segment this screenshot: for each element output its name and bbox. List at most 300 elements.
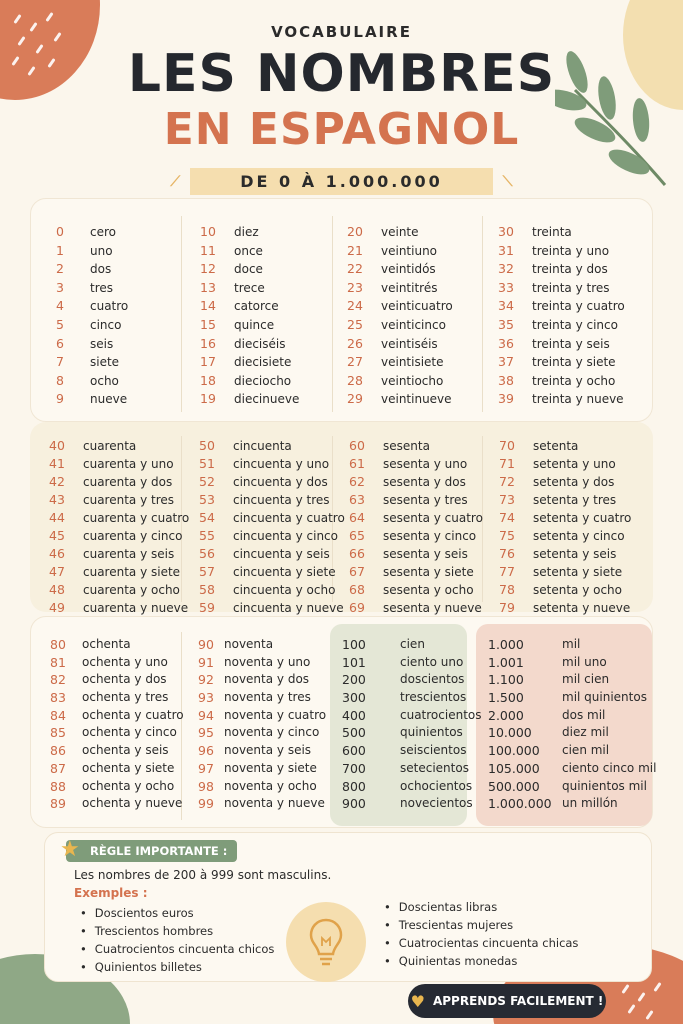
- number-word: nueve: [90, 392, 128, 407]
- number-row: [56, 242, 128, 261]
- subtitle: DE 0 À 1.000.000: [190, 168, 493, 195]
- number-row: [342, 689, 482, 707]
- number-digit: 87: [50, 760, 66, 776]
- number-row: [50, 778, 184, 796]
- number-word: setenta y dos: [533, 475, 615, 489]
- number-row: [499, 581, 631, 599]
- number-word: ochenta y cinco: [82, 725, 177, 740]
- number-row: [349, 563, 483, 581]
- number-row: [488, 795, 656, 813]
- number-digit: 26: [347, 335, 363, 351]
- number-digit: 500.000: [488, 778, 540, 794]
- number-digit: 1: [56, 242, 64, 258]
- number-row: [200, 316, 299, 335]
- number-word: setecientos: [400, 760, 469, 775]
- number-row: [200, 390, 299, 409]
- number-row: [198, 707, 326, 725]
- number-digit: 90: [198, 637, 214, 652]
- number-digit: 700: [342, 760, 366, 776]
- number-word: cuarenta y uno: [83, 457, 174, 471]
- number-row: [200, 372, 299, 391]
- number-word: cinco: [90, 317, 122, 332]
- number-word: setenta y cinco: [533, 529, 625, 543]
- number-digit: 66: [349, 546, 365, 561]
- number-row: [56, 372, 128, 391]
- number-digit: 600: [342, 743, 366, 759]
- number-row: [200, 260, 299, 279]
- number-digit: 89: [50, 796, 66, 812]
- number-row: [56, 335, 128, 354]
- number-word: setenta: [533, 439, 579, 453]
- number-row: [347, 297, 453, 316]
- number-word: setenta y siete: [533, 565, 623, 579]
- number-word: cuarenta: [83, 439, 137, 453]
- number-row: [198, 724, 326, 742]
- number-row: [50, 795, 184, 813]
- number-digit: 1.500: [488, 690, 524, 706]
- number-row: [198, 671, 326, 689]
- number-row: [49, 473, 189, 491]
- number-word: dos mil: [562, 707, 606, 722]
- number-digit: 73: [499, 492, 515, 507]
- number-row: [498, 335, 625, 354]
- number-row: [199, 473, 345, 491]
- number-word: trece: [234, 280, 265, 295]
- number-digit: 37: [498, 354, 514, 370]
- number-column: [347, 223, 453, 409]
- number-digit: 72: [499, 474, 515, 489]
- number-row: [347, 316, 453, 335]
- number-word: cuatro: [90, 299, 129, 314]
- number-digit: 57: [199, 564, 215, 579]
- number-column: [349, 437, 483, 617]
- number-word: ciento uno: [400, 654, 464, 669]
- number-word: veintiocho: [381, 373, 444, 388]
- number-word: veintitrés: [381, 280, 438, 295]
- number-row: [498, 242, 625, 261]
- number-digit: 38: [498, 372, 514, 388]
- number-row: [198, 795, 326, 813]
- number-digit: 83: [50, 690, 66, 706]
- number-row: [349, 473, 483, 491]
- number-word: treinta y seis: [532, 336, 610, 351]
- number-row: [49, 455, 189, 473]
- number-digit: 45: [49, 528, 65, 543]
- number-word: cincuenta y dos: [233, 475, 328, 489]
- number-word: cero: [90, 225, 116, 239]
- sparkle-icon: ⟋: [170, 173, 181, 190]
- number-digit: 22: [347, 261, 363, 277]
- number-word: cincuenta y cuatro: [233, 511, 345, 525]
- number-digit: 94: [198, 707, 214, 723]
- number-word: uno: [90, 243, 113, 258]
- number-row: [199, 563, 345, 581]
- list-item: • Cuatrocientas cincuenta chicas: [384, 934, 578, 952]
- number-word: cincuenta y tres: [233, 493, 330, 507]
- number-word: cincuenta y seis: [233, 547, 330, 561]
- number-row: [499, 545, 631, 563]
- number-digit: 105.000: [488, 760, 540, 776]
- number-word: cincuenta: [233, 439, 292, 453]
- number-row: [488, 689, 656, 707]
- number-word: veintinueve: [381, 392, 452, 407]
- number-row: [50, 671, 184, 689]
- number-digit: 101: [342, 654, 366, 670]
- number-word: ochenta y nueve: [82, 796, 183, 811]
- number-digit: 36: [498, 335, 514, 351]
- number-word: sesenta y cinco: [383, 529, 477, 543]
- number-word: cuarenta y nueve: [83, 601, 189, 615]
- number-digit: 56: [199, 546, 215, 561]
- number-word: veintisiete: [381, 355, 444, 370]
- number-word: cincuenta y ocho: [233, 583, 336, 597]
- learn-easily-button[interactable]: [408, 984, 606, 1018]
- number-digit: 46: [49, 546, 65, 561]
- number-row: [49, 491, 189, 509]
- number-word: cincuenta y siete: [233, 565, 336, 579]
- number-word: ochenta y ocho: [82, 778, 175, 793]
- number-word: sesenta y cuatro: [383, 511, 483, 525]
- number-digit: 400: [342, 707, 366, 723]
- number-row: [198, 636, 326, 654]
- number-word: dos: [90, 262, 112, 277]
- number-row: [342, 760, 482, 778]
- cta-label: APPRENDS FACILEMENT !: [432, 994, 604, 1008]
- number-row: [199, 581, 345, 599]
- number-digit: 900: [342, 796, 366, 812]
- number-word: treinta y cinco: [532, 317, 618, 332]
- number-word: ochenta y seis: [82, 743, 169, 758]
- number-word: sesenta y siete: [383, 565, 474, 579]
- number-row: [498, 260, 625, 279]
- number-digit: 30: [498, 224, 514, 239]
- number-row: [347, 279, 453, 298]
- number-word: setenta y seis: [533, 547, 617, 561]
- number-row: [198, 654, 326, 672]
- number-word: seiscientos: [400, 743, 467, 758]
- number-digit: 68: [349, 582, 365, 597]
- number-row: [499, 599, 631, 617]
- list-item: • Quinientos billetes: [80, 958, 274, 976]
- number-word: noventa y dos: [224, 672, 310, 687]
- number-digit: 1.001: [488, 654, 524, 670]
- number-digit: 12: [200, 261, 216, 277]
- star-icon: ★: [60, 837, 80, 862]
- number-column: [200, 223, 299, 409]
- number-row: [199, 545, 345, 563]
- examples-label: Exemples :: [74, 886, 148, 900]
- number-word: veinticinco: [381, 317, 446, 332]
- number-word: ochenta y siete: [82, 760, 175, 775]
- sparkle-icon: ⟍: [502, 173, 513, 190]
- number-digit: 44: [49, 510, 65, 525]
- number-digit: 32: [498, 261, 514, 277]
- number-digit: 17: [200, 354, 216, 370]
- number-row: [498, 297, 625, 316]
- number-row: [498, 279, 625, 298]
- number-word: sesenta y uno: [383, 457, 468, 471]
- number-row: [349, 527, 483, 545]
- number-row: [50, 742, 184, 760]
- number-row: [50, 689, 184, 707]
- number-digit: 67: [349, 564, 365, 579]
- number-row: [349, 437, 483, 455]
- number-word: cien: [400, 637, 425, 651]
- divider: [181, 216, 182, 412]
- number-digit: 500: [342, 725, 366, 741]
- number-row: [49, 437, 189, 455]
- list-item: • Cuatrocientos cincuenta chicos: [80, 940, 274, 958]
- number-digit: 50: [199, 438, 215, 453]
- number-row: [347, 260, 453, 279]
- number-row: [49, 545, 189, 563]
- number-word: treinta y dos: [532, 262, 608, 277]
- number-word: noventa y uno: [224, 654, 311, 669]
- heart-icon: ♥: [410, 991, 425, 1011]
- number-word: quinientos mil: [562, 778, 647, 793]
- number-digit: 21: [347, 242, 363, 258]
- number-word: seis: [90, 336, 114, 351]
- number-digit: 93: [198, 690, 214, 706]
- list-item: • Trescientas mujeres: [384, 916, 578, 934]
- number-word: noventa y ocho: [224, 778, 317, 793]
- number-digit: 14: [200, 298, 216, 314]
- number-word: setenta y uno: [533, 457, 616, 471]
- number-word: doscientos: [400, 672, 465, 687]
- number-digit: 80: [50, 637, 66, 652]
- number-word: setenta y tres: [533, 493, 617, 507]
- number-row: [499, 491, 631, 509]
- number-row: [488, 636, 656, 654]
- number-column: [498, 223, 625, 409]
- number-word: noventa y seis: [224, 743, 312, 758]
- number-digit: 51: [199, 456, 215, 471]
- number-word: treinta: [532, 225, 572, 239]
- number-digit: 52: [199, 474, 215, 489]
- number-row: [56, 316, 128, 335]
- number-word: treinta y siete: [532, 355, 616, 370]
- number-word: ciento cinco mil: [562, 760, 657, 775]
- number-word: sesenta: [383, 439, 430, 453]
- number-digit: 98: [198, 778, 214, 794]
- number-column: [198, 636, 326, 813]
- number-row: [198, 760, 326, 778]
- number-row: [498, 316, 625, 335]
- number-row: [342, 795, 482, 813]
- number-row: [198, 742, 326, 760]
- number-digit: 10: [200, 224, 216, 239]
- number-digit: 8: [56, 372, 64, 388]
- number-row: [49, 599, 189, 617]
- number-row: [199, 491, 345, 509]
- number-word: un millón: [562, 796, 618, 811]
- number-word: cien mil: [562, 743, 610, 758]
- number-row: [499, 527, 631, 545]
- number-word: cincuenta y uno: [233, 457, 330, 471]
- number-row: [342, 724, 482, 742]
- number-row: [342, 707, 482, 725]
- number-digit: 1.000.000: [488, 796, 552, 812]
- list-item: • Trescientos hombres: [80, 922, 274, 940]
- number-row: [488, 654, 656, 672]
- number-digit: 100.000: [488, 743, 540, 759]
- number-row: [347, 390, 453, 409]
- number-word: siete: [90, 355, 120, 370]
- number-column: [342, 636, 482, 813]
- number-row: [488, 760, 656, 778]
- number-row: [56, 279, 128, 298]
- number-digit: 18: [200, 372, 216, 388]
- number-row: [342, 778, 482, 796]
- number-word: trescientos: [400, 690, 467, 705]
- number-digit: 95: [198, 725, 214, 741]
- number-row: [50, 654, 184, 672]
- number-column: [488, 636, 656, 813]
- number-row: [56, 353, 128, 372]
- number-digit: 76: [499, 546, 515, 561]
- number-row: [488, 742, 656, 760]
- number-digit: 71: [499, 456, 515, 471]
- number-digit: 42: [49, 474, 65, 489]
- number-row: [347, 242, 453, 261]
- number-digit: 16: [200, 335, 216, 351]
- number-digit: 88: [50, 778, 66, 794]
- number-row: [56, 260, 128, 279]
- number-digit: 92: [198, 672, 214, 688]
- number-word: diez: [234, 225, 259, 239]
- number-digit: 58: [199, 582, 215, 597]
- number-digit: 27: [347, 354, 363, 370]
- number-word: quince: [234, 317, 275, 332]
- header: [0, 18, 683, 195]
- number-word: cuarenta y siete: [83, 565, 181, 579]
- number-word: ochocientos: [400, 778, 473, 793]
- number-word: novecientos: [400, 796, 473, 811]
- number-digit: 81: [50, 654, 66, 670]
- number-digit: 1.100: [488, 672, 524, 688]
- number-digit: 2: [56, 261, 64, 277]
- number-row: [498, 223, 625, 242]
- number-row: [50, 760, 184, 778]
- number-row: [488, 724, 656, 742]
- number-digit: 47: [49, 564, 65, 579]
- number-row: [347, 353, 453, 372]
- number-word: catorce: [234, 299, 279, 314]
- number-digit: 82: [50, 672, 66, 688]
- number-row: [349, 455, 483, 473]
- number-digit: 13: [200, 279, 216, 295]
- number-digit: 3: [56, 279, 64, 295]
- number-row: [200, 353, 299, 372]
- number-word: quinientos: [400, 725, 463, 740]
- number-row: [56, 390, 128, 409]
- number-word: ochenta y uno: [82, 654, 168, 669]
- number-word: mil cien: [562, 672, 610, 687]
- number-row: [498, 372, 625, 391]
- number-digit: 40: [49, 438, 65, 453]
- number-word: dieciséis: [234, 336, 286, 351]
- number-word: mil: [562, 637, 581, 651]
- number-word: veintiséis: [381, 336, 438, 351]
- number-word: ochenta: [82, 637, 131, 651]
- number-column: [49, 437, 189, 617]
- number-row: [198, 778, 326, 796]
- number-word: sesenta y dos: [383, 475, 466, 489]
- number-word: diecisiete: [234, 355, 292, 370]
- number-word: dieciocho: [234, 373, 292, 388]
- page-title-line2: EN ESPAGNOL: [163, 104, 520, 155]
- number-row: [349, 599, 483, 617]
- number-row: [488, 707, 656, 725]
- number-row: [56, 297, 128, 316]
- number-row: [49, 581, 189, 599]
- number-word: cincuenta y cinco: [233, 529, 338, 543]
- number-word: sesenta y seis: [383, 547, 468, 561]
- number-digit: 70: [499, 438, 515, 453]
- number-digit: 86: [50, 743, 66, 759]
- number-word: cuarenta y tres: [83, 493, 175, 507]
- rule-text: Les nombres de 200 à 999 sont masculins.: [74, 868, 332, 882]
- number-row: [200, 223, 299, 242]
- number-row: [198, 689, 326, 707]
- number-digit: 85: [50, 725, 66, 741]
- number-digit: 97: [198, 760, 214, 776]
- number-word: sesenta y ocho: [383, 583, 474, 597]
- number-digit: 96: [198, 743, 214, 759]
- number-word: cuarenta y cuatro: [83, 511, 190, 525]
- subtitle-row: [0, 168, 683, 195]
- number-digit: 43: [49, 492, 65, 507]
- number-digit: 53: [199, 492, 215, 507]
- number-digit: 9: [56, 391, 64, 407]
- number-digit: 33: [498, 279, 514, 295]
- number-digit: 15: [200, 316, 216, 332]
- number-word: setenta y nueve: [533, 601, 631, 615]
- number-digit: 60: [349, 438, 365, 453]
- number-digit: 61: [349, 456, 365, 471]
- rule-badge: RÈGLE IMPORTANTE :: [66, 840, 237, 862]
- number-row: [488, 671, 656, 689]
- number-digit: 84: [50, 707, 66, 723]
- number-row: [200, 335, 299, 354]
- number-row: [488, 778, 656, 796]
- number-digit: 31: [498, 242, 514, 258]
- number-word: noventa y siete: [224, 760, 317, 775]
- number-digit: 200: [342, 672, 366, 688]
- number-digit: 28: [347, 372, 363, 388]
- number-digit: 19: [200, 391, 216, 407]
- number-word: setenta y cuatro: [533, 511, 632, 525]
- number-word: tres: [90, 280, 114, 295]
- number-word: ochenta y tres: [82, 690, 169, 705]
- number-word: treinta y uno: [532, 243, 610, 258]
- number-digit: 99: [198, 796, 214, 812]
- number-word: cuarenta y seis: [83, 547, 175, 561]
- number-row: [498, 353, 625, 372]
- number-digit: 41: [49, 456, 65, 471]
- number-digit: 75: [499, 528, 515, 543]
- number-row: [200, 297, 299, 316]
- number-digit: 64: [349, 510, 365, 525]
- number-digit: 54: [199, 510, 215, 525]
- number-row: [342, 654, 482, 672]
- number-digit: 63: [349, 492, 365, 507]
- number-column: [199, 437, 345, 617]
- number-digit: 800: [342, 778, 366, 794]
- number-digit: 34: [498, 298, 514, 314]
- number-word: noventa y nueve: [224, 796, 325, 811]
- number-word: sesenta y nueve: [383, 601, 482, 615]
